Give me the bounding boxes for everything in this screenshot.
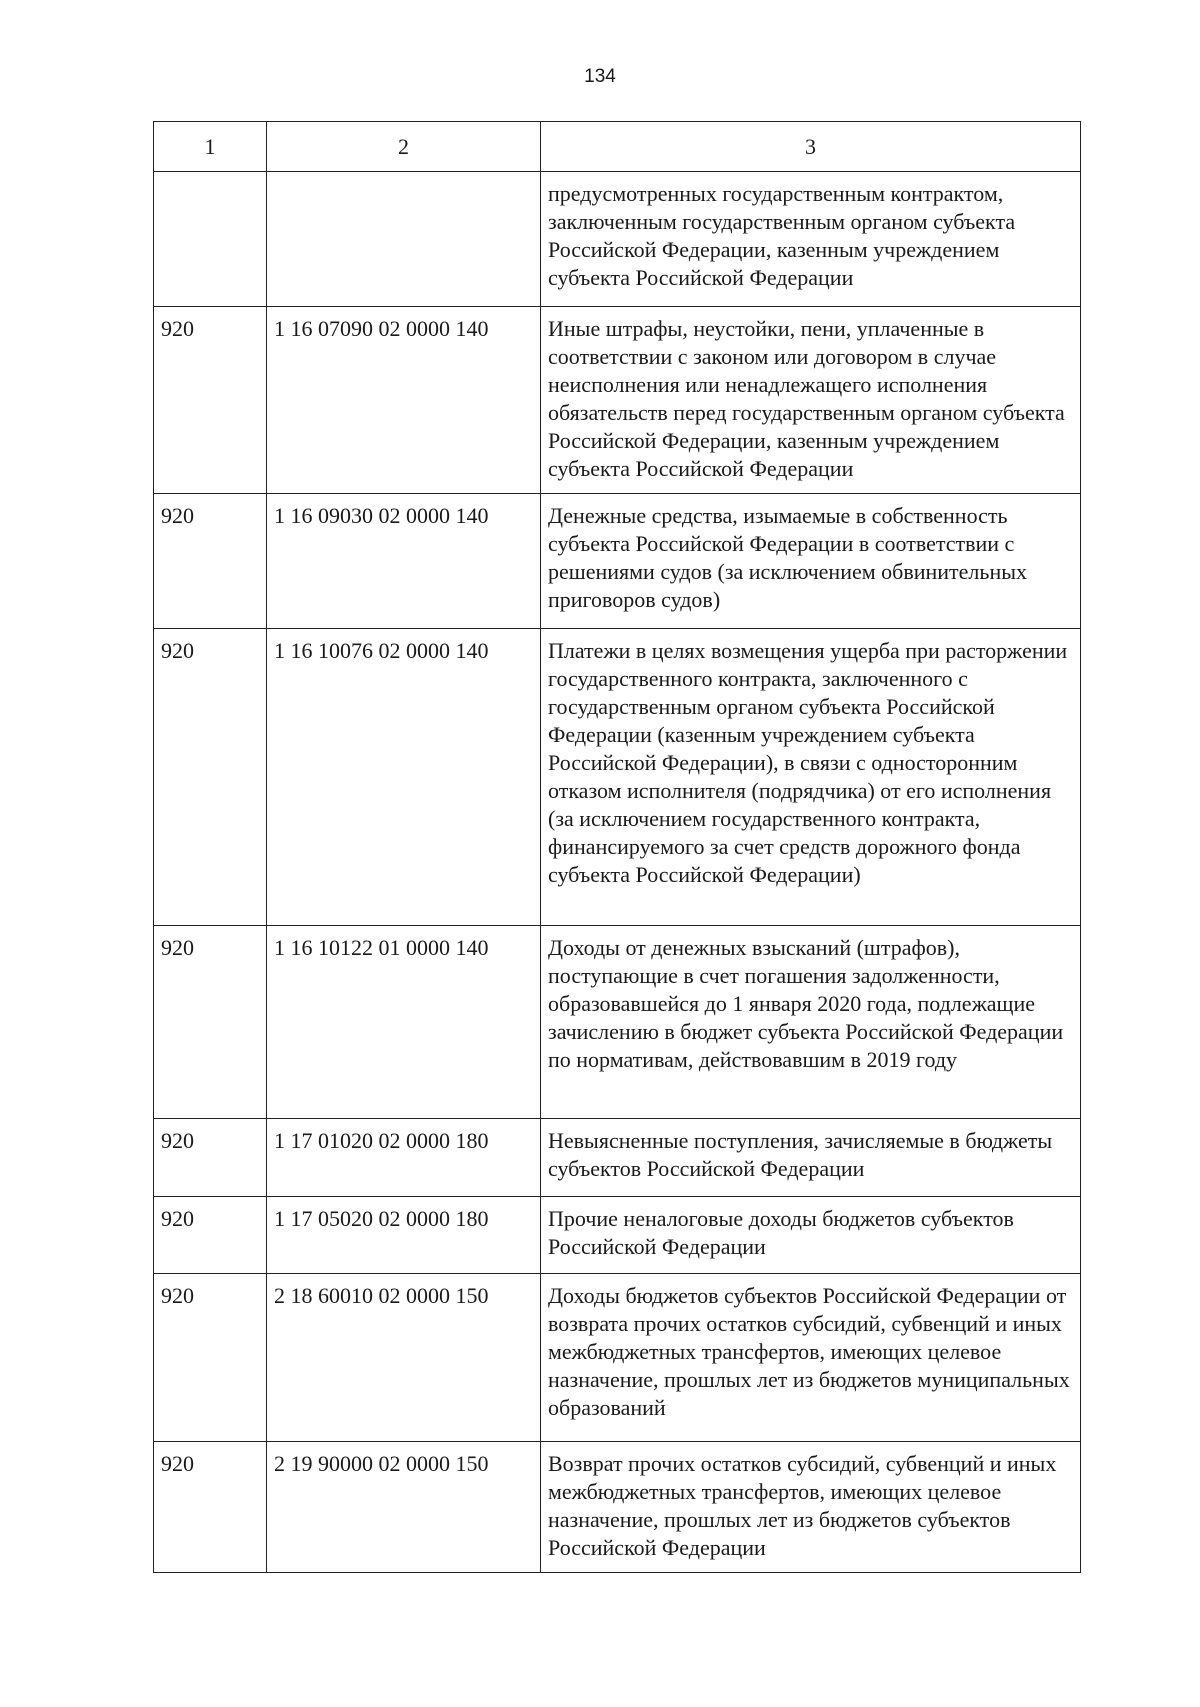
- budget-code-cell: 1 17 05020 02 0000 180: [267, 1197, 541, 1274]
- page-number: 134: [584, 66, 616, 87]
- admin-code-cell: 920: [154, 1274, 267, 1442]
- budget-code-cell: 2 18 60010 02 0000 150: [267, 1274, 541, 1442]
- budget-code-cell: 1 16 10076 02 0000 140: [267, 629, 541, 926]
- table-row: [154, 307, 1081, 494]
- budget-code-cell: 1 17 01020 02 0000 180: [267, 1119, 541, 1197]
- table-row: [154, 1119, 1081, 1197]
- column-header-2: 2: [267, 122, 541, 172]
- table-row: [154, 1442, 1081, 1573]
- admin-code-cell: 920: [154, 307, 267, 494]
- table-row: [154, 926, 1081, 1119]
- table-row: [154, 494, 1081, 629]
- description-cell: Доходы бюджетов субъектов Российской Федерации от возврата прочих остатков субсидий, субвенций и иных межбюджетных трансфертов, имеющих целевое назначение, прошлых лет из бюджетов муниципальных образований: [541, 1274, 1081, 1442]
- description-cell: Доходы от денежных взысканий (штрафов), поступающие в счет погашения задолженности, образовавшейся до 1 января 2020 года, подлежащие зачислению в бюджет субъекта Российской Федерации по нормативам, действовавшим в 2019 году: [541, 926, 1081, 1119]
- table-row: [154, 629, 1081, 926]
- table-row: [154, 172, 1081, 307]
- budget-code-cell: 1 16 09030 02 0000 140: [267, 494, 541, 629]
- description-cell: Возврат прочих остатков субсидий, субвенций и иных межбюджетных трансфертов, имеющих целевое назначение, прошлых лет из бюджетов субъектов Российской Федерации: [541, 1442, 1081, 1573]
- admin-code-cell: 920: [154, 926, 267, 1119]
- budget-code-cell: 2 19 90000 02 0000 150: [267, 1442, 541, 1573]
- revenue-codes-table: [153, 121, 1081, 1573]
- column-header-3: 3: [541, 122, 1081, 172]
- table-row: [154, 1197, 1081, 1274]
- budget-code-cell: [267, 172, 541, 307]
- admin-code-cell: 920: [154, 1197, 267, 1274]
- admin-code-cell: 920: [154, 629, 267, 926]
- description-cell: Платежи в целях возмещения ущерба при расторжении государственного контракта, заключенного с государственным органом субъекта Российской Федерации (казенным учреждением субъекта Российской Федерации), в связи с односторонним отказом исполнителя (подрядчика) от его исполнения (за исключением государственного контракта, финансируемого за счет средств дорожного фонда субъекта Российской Федерации): [541, 629, 1081, 926]
- admin-code-cell: 920: [154, 494, 267, 629]
- description-cell: Невыясненные поступления, зачисляемые в бюджеты субъектов Российской Федерации: [541, 1119, 1081, 1197]
- table-row: [154, 1274, 1081, 1442]
- admin-code-cell: [154, 172, 267, 307]
- description-cell: Прочие неналоговые доходы бюджетов субъектов Российской Федерации: [541, 1197, 1081, 1274]
- description-cell: Иные штрафы, неустойки, пени, уплаченные в соответствии с законом или договором в случае неисполнения или ненадлежащего исполнения обязательств перед государственным органом субъекта Российской Федерации, казенным учреждением субъекта Российской Федерации: [541, 307, 1081, 494]
- table-header-row: [154, 122, 1081, 172]
- description-cell: предусмотренных государственным контрактом, заключенным государственным органом субъекта Российской Федерации, казенным учреждением субъекта Российской Федерации: [541, 172, 1081, 307]
- admin-code-cell: 920: [154, 1119, 267, 1197]
- budget-code-cell: 1 16 07090 02 0000 140: [267, 307, 541, 494]
- admin-code-cell: 920: [154, 1442, 267, 1573]
- column-header-1: 1: [154, 122, 267, 172]
- description-cell: Денежные средства, изымаемые в собственность субъекта Российской Федерации в соответствии с решениями судов (за исключением обвинительных приговоров судов): [541, 494, 1081, 629]
- budget-code-cell: 1 16 10122 01 0000 140: [267, 926, 541, 1119]
